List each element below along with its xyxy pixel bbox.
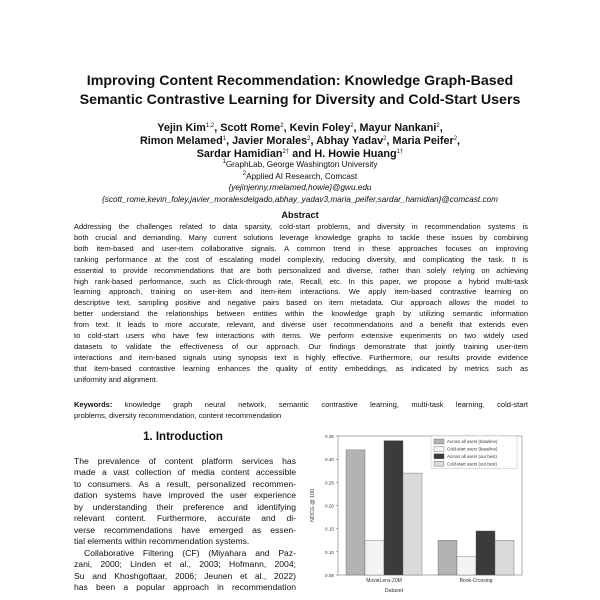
keywords-line: problems, diversity recommendation, content recommendation	[74, 410, 282, 420]
bar	[495, 540, 514, 575]
legend-label: Across all users (our best)	[447, 454, 497, 459]
legend-swatch	[434, 439, 444, 444]
keywords-label: Keywords:	[74, 400, 113, 409]
affiliation-2	[40, 171, 560, 183]
ndcg-bar-chart	[304, 428, 530, 600]
author-sep: ,	[439, 122, 443, 134]
title-line: Improving Content Recommendation: Knowledge Graph-Based	[86, 73, 514, 89]
x-axis-label: Dataset	[384, 588, 404, 594]
legend-swatch	[434, 446, 444, 451]
author-name: Kevin Foley	[289, 122, 351, 134]
paper-title	[40, 72, 560, 110]
abstract-line: descriptive text, sampling positive and negative pairs based on item metadata. Our approach allows the model to	[74, 298, 528, 308]
abstract-line: high rank-based performance, such as Click-through rate, Recall, etc. In this paper, we propose a hybrid multi-task	[74, 276, 528, 286]
y-axis-label: NDCG @ 100	[310, 488, 316, 523]
intro-line: The prevalence of content platform services has	[74, 456, 296, 466]
author-affil-mark: 2	[436, 123, 440, 129]
author-affil-mark: 2	[350, 123, 354, 129]
author-list	[40, 122, 560, 161]
author-affil-mark: 2	[453, 136, 458, 142]
keywords-line	[74, 400, 528, 411]
author-sep: ,	[283, 122, 290, 134]
intro-line: by understanding their preference and identifying	[74, 501, 296, 512]
author-affil-mark: 2	[307, 136, 311, 142]
author-sep: ,	[386, 135, 393, 147]
intro-line: relevant content. Furthermore, accurate and di-	[74, 513, 296, 524]
author-sep: and	[289, 148, 315, 160]
author-affil-mark: 2	[383, 136, 387, 142]
keywords-block	[74, 400, 528, 422]
legend-label: Cold-start users (baseline)	[447, 446, 498, 452]
affiliations	[40, 159, 560, 205]
y-tick-label: 0.10	[325, 549, 334, 555]
intro-line: Su and Khoshgoftaar, 2006; Jeunen et al., 2022)	[74, 570, 296, 581]
author-name: Mayur Nankani	[359, 122, 437, 134]
keywords-text: knowledge graph neural network, semantic contrastive learning, multi-task learning, cold-start	[124, 400, 528, 409]
affiliation-text: Applied AI Research, Comcast	[246, 171, 358, 181]
affiliation-text: GraphLab, George Washington University	[225, 160, 378, 169]
bar	[346, 450, 365, 575]
abstract-line: ranking performance at the cost of escalating model complexity, reducing diversity, and complicating the task. It is	[74, 254, 528, 264]
y-tick-label: 0.30	[325, 457, 334, 463]
intro-line: dation systems have improved the user experience	[74, 490, 296, 501]
abstract-line: better understand the relationships between entities within the knowledge graph by utilizing semantic information	[74, 309, 528, 319]
bar	[403, 473, 422, 575]
bar	[365, 540, 384, 575]
abstract-line: essential to provide recommendations that are both personalized and diverse, rather than solely relying on achieving	[74, 265, 528, 275]
abstract-line: datasets to validate the effectiveness of our approach. Our findings demonstrate that jointly training user-item	[74, 341, 528, 351]
author-name: Rimon Melamed	[139, 135, 223, 147]
author-line	[40, 122, 560, 135]
abstract-line: learning approach, training on user-item and item-item interactions. We apply item-based contrastive learning on	[74, 287, 528, 297]
bar	[457, 556, 476, 575]
author-affil-mark: 1	[222, 136, 227, 142]
intro-line: tial elements within recommendation systems.	[74, 536, 250, 547]
bar	[384, 441, 403, 575]
section-heading-introduction: 1. Introduction	[143, 431, 223, 443]
email-gwu: {yejinjenny,rmelamed,howie}@gwu.edu	[228, 183, 372, 192]
author-sep: ,	[214, 122, 221, 134]
abstract-line: interactions and item-based signals using synopsis text is highly effective. Furthermore, our results provide evidence	[74, 352, 528, 362]
legend-label: Across all users (baseline)	[447, 439, 498, 445]
introduction-body	[74, 456, 296, 593]
y-tick-label: 0.05	[325, 573, 334, 578]
abstract-heading: Abstract	[281, 210, 319, 220]
legend-swatch	[434, 461, 444, 466]
intro-line: to consumers. As a result, personalized recommen-	[74, 478, 296, 489]
author-name: Yejin Kim	[157, 122, 206, 134]
abstract-line: Addressing the challenges related to data sparsity, cold-start problems, and diversity in recommendation systems is	[74, 222, 528, 231]
author-sep: ,	[457, 135, 461, 147]
intro-line: has been a popular approach in recommendation	[74, 581, 296, 592]
intro-line: made a vast collection of media content accessible	[74, 467, 296, 478]
affil-mark: 1	[222, 159, 226, 165]
author-affil-mark: 1†	[396, 149, 404, 155]
bar	[438, 540, 457, 575]
affiliation-1	[40, 159, 560, 171]
x-tick-label: Book-Crossing	[459, 578, 493, 584]
author-line	[40, 135, 560, 148]
email-comcast: {scott_rome,kevin_foley,javier_moralesdelgado,abhay_yadav3,maria_peifer,sardar_hamidian}@comcast.com	[102, 194, 498, 204]
y-tick-label: 0.15	[325, 526, 334, 532]
abstract-line: both item-based and user-item collaborative signals. A common trend in these approaches focuses on improving	[74, 243, 528, 253]
author-name: Scott Rome	[220, 122, 281, 134]
x-tick-label: MovieLens-20M	[366, 578, 402, 584]
author-sep: ,	[353, 122, 360, 134]
y-tick-label: 0.25	[325, 480, 334, 486]
author-affil-mark: 2	[280, 123, 284, 129]
author-sep: ,	[310, 135, 317, 147]
intro-line: Collaborative Filtering (CF) (Miyahara and Paz-	[84, 547, 296, 558]
author-name: H. Howie Huang	[314, 148, 397, 160]
abstract-body	[74, 222, 528, 386]
abstract-line: to cold-start users who have few interactions with items. We perform extensive experiments on two widely used	[74, 331, 528, 341]
author-sep: ,	[226, 135, 233, 147]
y-tick-label: 0.20	[325, 503, 334, 509]
y-tick-label: 0.35	[325, 434, 334, 439]
abstract-line: both crucial and demanding. Many current solutions leverage knowledge graphs to tackle these issues by combining	[74, 232, 528, 242]
author-name: Maria Peifer	[392, 135, 454, 147]
intro-line: verse recommendations have emerged as essen-	[74, 524, 296, 535]
author-name: Javier Morales	[232, 135, 308, 147]
author-affil-mark: 2†	[282, 149, 290, 155]
legend-label: Cold-start users (our best)	[447, 461, 497, 467]
title-line: Semantic Contrastive Learning for Diversity and Cold-Start Users	[79, 92, 521, 108]
affil-mark: 2	[242, 170, 247, 177]
legend-swatch	[434, 454, 444, 459]
intro-line: zani, 2000; Linden et al., 2003; Hofmann, 2004;	[74, 559, 296, 570]
bar	[476, 531, 495, 575]
abstract-line: that item-based contrastive learning enhances the quality of entity embeddings, as indicated by metrics such as	[74, 363, 528, 373]
abstract-line: uniformity and alignment.	[74, 374, 158, 384]
abstract-line: from text. It leads to more accurate, relevant, and diverse user recommendations and a benefit that extends even	[74, 320, 528, 330]
author-name: Abhay Yadav	[316, 135, 384, 147]
author-affil-mark: 1,2	[205, 123, 215, 129]
author-name: Sardar Hamidian	[196, 148, 283, 160]
